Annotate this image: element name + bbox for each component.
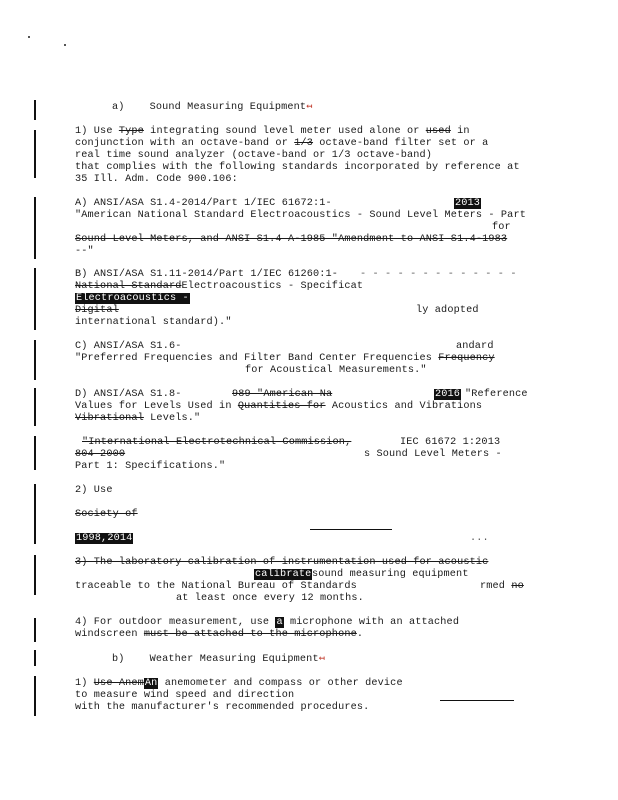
text: microphone with an attached	[283, 617, 460, 628]
text: rmed	[480, 581, 512, 592]
item-B-line1: B) ANSI/ASA S1.11-2014/Part 1/IEC 61260:1-	[75, 269, 339, 280]
item-B-line5: international standard)."	[75, 317, 232, 328]
item-E-line3: Part 1: Specifications."	[75, 461, 226, 472]
deleted-text: used	[425, 126, 451, 137]
blank-underline	[440, 700, 514, 701]
text: 1) Use	[75, 126, 119, 137]
revision-bar	[34, 618, 36, 642]
item-E-line1-right: IEC 61672 1:2013	[400, 437, 501, 448]
text: .	[356, 629, 364, 640]
deleted-text: National Standard	[75, 281, 182, 292]
item-C-line1-right: andard	[456, 341, 494, 352]
para1-line1	[75, 126, 470, 137]
item-A-line1	[75, 198, 332, 209]
text: Levels."	[143, 413, 201, 424]
redaction-underline	[310, 529, 392, 530]
item-E-line2-right: s Sound Level Meters -	[364, 449, 502, 460]
text: Electroacoustics - Specificat	[181, 281, 364, 292]
section-b-heading	[112, 654, 325, 665]
para4-line2	[75, 629, 363, 640]
section-b-label: b)	[112, 654, 125, 665]
item-B-line4-right: ly adopted	[416, 305, 479, 316]
revision-bar	[34, 676, 36, 716]
item-A-line2: "American National Standard Electroacoustics - Sound Level Meters - Part	[75, 210, 526, 221]
weather1-line1	[75, 678, 403, 689]
text: 1)	[75, 678, 94, 689]
item-D-line3	[75, 413, 200, 424]
text: "Preferred Frequencies and Filter Band Center Frequencies	[75, 353, 439, 364]
text: conjunction with an octave-band or	[75, 138, 295, 149]
para4-line1	[75, 617, 459, 628]
highlight-years: 1998,2014	[76, 533, 133, 544]
item-D-line1: D) ANSI/ASA S1.8-	[75, 389, 182, 400]
item-B-line4: Digital	[75, 305, 119, 316]
revision-bar	[34, 100, 36, 120]
text: integrating sound level meter used alone or	[143, 126, 426, 137]
revision-bar	[34, 650, 36, 666]
highlight-term: Electroacoustics -	[76, 293, 189, 304]
text: Values for Levels Used in	[75, 401, 238, 412]
para1-line4: that complies with the following standards incorporated by reference at	[75, 162, 520, 173]
item-C-line2	[75, 353, 495, 364]
para2-line3-right: ...	[470, 533, 489, 544]
revision-mark: ↤	[318, 654, 326, 665]
item-D-line1-right: "Reference	[465, 389, 528, 400]
text: anemometer and compass or other device	[158, 678, 403, 689]
para1-line5: 35 Ill. Adm. Code 900.106:	[75, 174, 238, 185]
para3-line2-right	[480, 581, 524, 592]
item-A-line4: --"	[75, 246, 94, 257]
para1-line3: real time sound analyzer (octave-band or 1/3 octave-band)	[75, 150, 433, 161]
scan-speck	[28, 36, 30, 38]
revision-bar	[34, 130, 36, 178]
para2-line1: 2) Use	[75, 485, 113, 496]
item-C-line1: C) ANSI/ASA S1.6-	[75, 341, 182, 352]
weather1-line2: to measure wind speed and direction	[75, 690, 295, 701]
text: Acoustics and Vibrations	[325, 401, 483, 412]
revision-bar	[34, 268, 36, 330]
section-a-heading	[112, 102, 312, 113]
revision-bar	[34, 388, 36, 426]
text: 4) For outdoor measurement, use	[75, 617, 276, 628]
revision-bar	[34, 484, 36, 544]
text: A) ANSI/ASA S1.4-2014/Part 1/IEC 61672:1-	[75, 198, 332, 209]
deleted-text: no	[511, 581, 524, 592]
para1-line2	[75, 138, 488, 149]
item-C-line3: for Acoustical Measurements."	[245, 365, 427, 376]
scan-speck	[64, 44, 66, 46]
weather1-line3: with the manufacturer's recommended procedures.	[75, 702, 370, 713]
item-A-line3: Sound Level Meters, and ANSI S1.4 A-1985 "Amendment to ANSI S1.4-1983	[75, 234, 508, 245]
item-D-line1-mid: 989 "American Na	[232, 389, 333, 400]
para3-line3: at least once every 12 months.	[176, 593, 364, 604]
text: in	[450, 126, 470, 137]
deleted-text: Quantities for	[237, 401, 326, 412]
deleted-text: Vibrational	[75, 413, 144, 424]
section-b-title: Weather Measuring Equipment	[149, 654, 319, 665]
revision-bar	[34, 197, 36, 259]
deleted-text: Frequency	[438, 353, 495, 364]
section-a-label: a)	[112, 102, 125, 113]
item-B-redact: - - - - - - - - - - - - -	[360, 269, 517, 280]
revision-mark: ↤	[306, 102, 313, 113]
revision-bar	[34, 555, 36, 595]
highlight-year: 2016	[435, 389, 461, 400]
text: octave-band filter set or a	[313, 138, 489, 149]
revision-bar	[34, 340, 36, 380]
highlight-article: a	[276, 617, 283, 628]
highlight-year: 2013	[455, 198, 481, 209]
revision-bar	[34, 436, 36, 470]
deleted-text: 1/3	[294, 138, 314, 149]
para3-line1: 3) The laboratory calibration of instrumentation used for acoustic	[75, 557, 489, 568]
text: windscreen	[75, 629, 144, 640]
highlight-calibrate: calibrate	[255, 569, 312, 580]
item-D-line2	[75, 401, 482, 412]
item-E-line1: "International Electrotechnical Commission,	[82, 437, 352, 448]
para2-line2: Society of	[75, 509, 138, 520]
item-E-line2: 804 2000	[75, 449, 126, 460]
deleted-text: Type	[118, 126, 144, 137]
para3-line2: traceable to the National Bureau of Standards	[75, 581, 357, 592]
highlight-article: An	[144, 678, 158, 689]
item-A-line2-right: for	[492, 222, 511, 233]
section-a-title: Sound Measuring Equipment	[149, 102, 307, 113]
para3-line2-mid: sound measuring equipment	[312, 569, 469, 580]
item-B-line2	[75, 281, 363, 292]
deleted-text: must be attached to the microphone	[143, 629, 357, 640]
deleted-text: Use Anem	[93, 678, 144, 689]
